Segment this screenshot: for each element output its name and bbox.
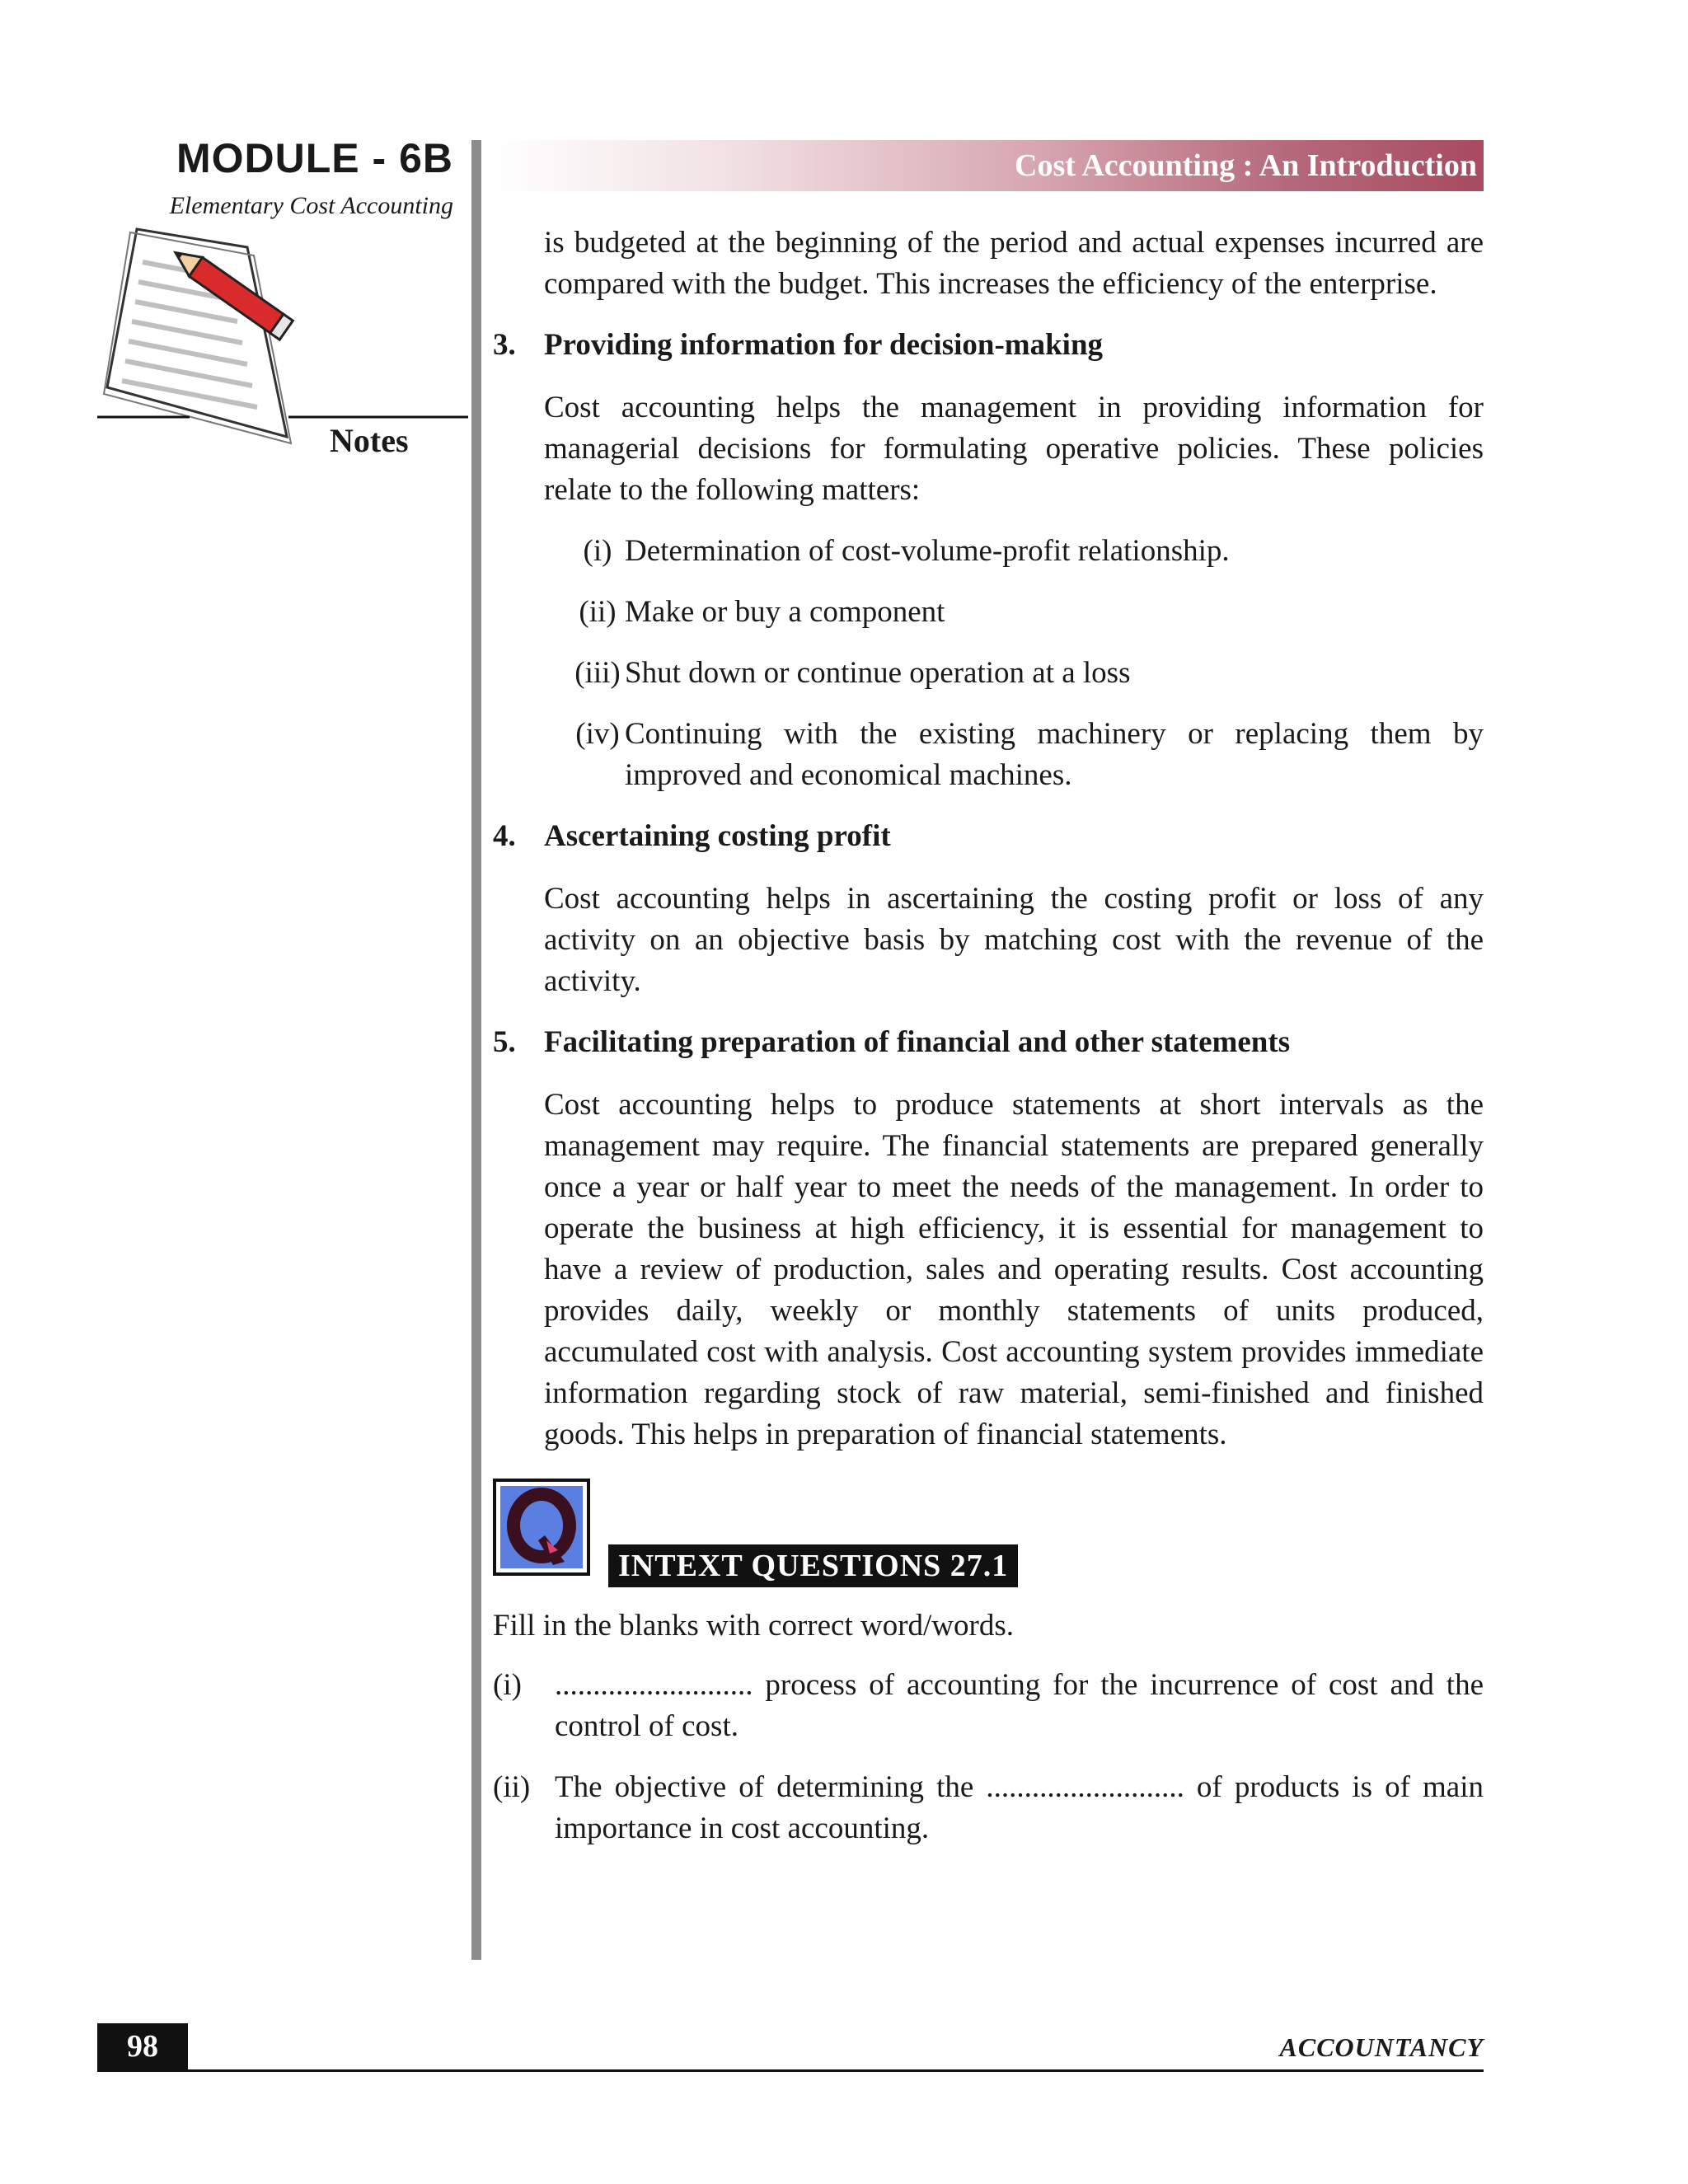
question-item (493, 1665, 1484, 1747)
page-number: 98 (97, 2023, 188, 2069)
chapter-title: Cost Accounting : An Introduction (1015, 148, 1477, 183)
section-paragraph-5: Cost accounting helps to produce statements at short intervals as the management may require. The financial statements are prepared generally once a year or half year to meet the needs of the management. In order to operate the business at high efficiency, it is essential for management to have a review of production, sales and operating results. Cost accounting provides daily, weekly or monthly statements of units produced, accumulated cost with analysis. Cost accounting system provides immediate information regarding stock of raw material, semi-finished and finished goods. This helps in preparation of financial statements. (544, 1088, 1484, 1451)
notes-pencil-icon (97, 223, 468, 453)
section-heading-4 (493, 816, 1484, 857)
module-subtitle: Elementary Cost Accounting (169, 192, 453, 219)
list-item-label: (ii) (579, 595, 617, 629)
list-item-label: (iii) (574, 656, 621, 690)
notes-label: Notes (330, 422, 409, 459)
list-item (544, 714, 1484, 796)
footer-subject: ACCOUNTANCY (1279, 2032, 1484, 2062)
section-title: Providing information for decision-making (544, 328, 1104, 362)
list-item-text: Determination of cost-volume-profit relationship. (625, 534, 1230, 568)
policy-list (544, 531, 1484, 796)
question-label: (ii) (493, 1770, 531, 1804)
section-heading-5 (493, 1022, 1484, 1063)
list-item-label: (iv) (575, 717, 620, 751)
section-number: 5. (493, 1025, 516, 1059)
list-item (544, 592, 1484, 633)
question-item (493, 1767, 1484, 1849)
section-number: 4. (493, 819, 516, 853)
module-title: MODULE - 6B (176, 135, 453, 181)
intext-instruction: Fill in the blanks with correct word/words. (493, 1609, 1014, 1643)
chapter-header-band (493, 140, 1484, 191)
footer-rule (97, 2069, 1484, 2072)
intro-paragraph: is budgeted at the beginning of the period and actual expenses incurred are compared with the budget. This increases the efficiency of the enterprise. (544, 226, 1484, 301)
list-item (544, 531, 1484, 572)
section-paragraph-4: Cost accounting helps in ascertaining the costing profit or loss of any activity on an objective basis by matching cost with the revenue of the activity. (544, 882, 1484, 998)
section-paragraph-3: Cost accounting helps the management in providing information for managerial decisions for formulating operative policies. These policies relate to the following matters: (544, 391, 1484, 507)
list-item-label: (i) (583, 534, 612, 568)
section-title: Ascertaining costing profit (544, 819, 891, 853)
question-text: The objective of determining the .......................... of products is of main importance in cost accounting. (555, 1770, 1484, 1845)
question-text: .......................... process of accounting for the incurrence of cost and the control of cost. (555, 1668, 1484, 1743)
intext-questions-header (493, 1479, 1484, 1587)
section-heading-3 (493, 325, 1484, 366)
list-item-text: Make or buy a component (625, 595, 945, 629)
section-title: Facilitating preparation of financial and other statements (544, 1025, 1291, 1059)
vertical-rule (471, 140, 481, 1960)
main-content (493, 223, 1484, 1869)
list-item-text: Continuing with the existing machinery or replacing them by improved and economical machines. (625, 717, 1484, 792)
list-item (544, 653, 1484, 694)
intext-title: INTEXT QUESTIONS 27.1 (608, 1544, 1018, 1587)
list-item-text: Shut down or continue operation at a loss (625, 656, 1131, 690)
question-label: (i) (493, 1668, 522, 1702)
section-number: 3. (493, 328, 516, 362)
question-q-icon (493, 1479, 590, 1576)
